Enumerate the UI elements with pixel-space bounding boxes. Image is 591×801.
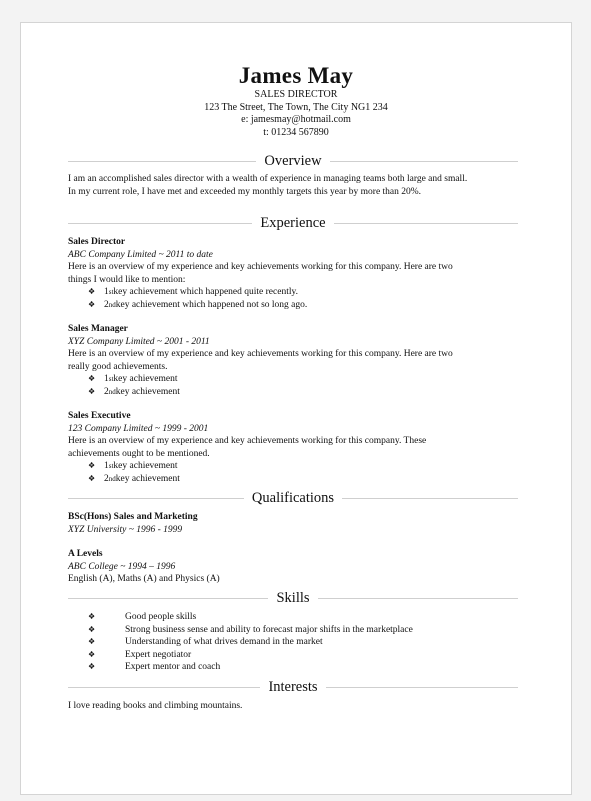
- list-item: ❖ 1 st key achievement: [88, 374, 178, 384]
- job-entry: [68, 236, 528, 311]
- achievement-list: [68, 460, 528, 485]
- section-title-overview: Overview: [264, 153, 322, 169]
- interests-text: I love reading books and climbing mountains.: [68, 701, 243, 711]
- qualification-institution: ABC College ~ 1994 – 1996: [68, 561, 176, 572]
- section-title-qualifications: Qualifications: [251, 490, 335, 506]
- phone: t: 01234 567890: [263, 126, 329, 138]
- job-title: Sales Director: [68, 237, 126, 247]
- diamond-cross-icon: ❖: [88, 637, 96, 646]
- job-entry: [68, 323, 528, 398]
- section-qualifications: [68, 488, 518, 508]
- section-interests: [68, 677, 518, 697]
- job-description: achievements ought to be mentioned.: [68, 448, 210, 459]
- divider: [68, 161, 256, 162]
- list-item: ❖ Strong business sense and ability to forecast major shifts in the marketplace: [88, 624, 413, 635]
- section-overview: [68, 151, 518, 171]
- job-title: Sales Executive: [68, 411, 131, 421]
- divider: [330, 161, 518, 162]
- candidate-name: James May: [238, 63, 354, 88]
- diamond-cross-icon: ❖: [88, 386, 96, 396]
- divider: [342, 498, 518, 499]
- diamond-cross-icon: ❖: [88, 612, 96, 621]
- diamond-cross-icon: ❖: [88, 662, 96, 671]
- qualification-title: BSc(Hons) Sales and Marketing: [68, 512, 198, 522]
- list-item: ❖ 2 nd key achievement: [88, 473, 180, 484]
- skills-list-block: [68, 611, 528, 674]
- qualification-entry: [68, 548, 528, 586]
- list-item: ❖ Good people skills: [88, 612, 197, 622]
- address: 123 The Street, The Town, The City NG1 234: [204, 101, 388, 113]
- job-entry: [68, 410, 528, 485]
- section-title-interests: Interests: [268, 679, 318, 695]
- diamond-cross-icon: ❖: [88, 461, 96, 470]
- diamond-cross-icon: ❖: [88, 649, 96, 659]
- list-item: ❖ 2 nd key achievement: [88, 386, 180, 397]
- job-description: Here is an overview of my experience and key achievements working for this company. Here are two: [68, 349, 453, 359]
- email: e: jamesmay@hotmail.com: [241, 114, 351, 125]
- list-item: ❖ 1 st key achievement which happened quite recently.: [88, 287, 298, 297]
- job-company: ABC Company Limited ~ 2011 to date: [68, 249, 213, 260]
- diamond-cross-icon: ❖: [88, 374, 96, 383]
- job-title: Sales Manager: [68, 324, 128, 334]
- diamond-cross-icon: ❖: [88, 624, 96, 634]
- qualification-detail: English (A), Maths (A) and Physics (A): [68, 574, 220, 584]
- divider: [68, 223, 252, 224]
- list-item: ❖ 1 st key achievement: [88, 461, 178, 471]
- list-item: ❖ Expert mentor and coach: [88, 662, 221, 672]
- resume-header: [21, 63, 571, 139]
- section-experience: [68, 213, 518, 233]
- list-item: ❖ 2 nd key achievement which happened not so long ago.: [88, 299, 308, 310]
- job-description: really good achievements.: [68, 361, 168, 372]
- job-description: Here is an overview of my experience and key achievements working for this company. Here are two: [68, 262, 453, 272]
- qualification-institution: XYZ University ~ 1996 - 1999: [68, 524, 183, 535]
- section-title-skills: Skills: [276, 590, 310, 606]
- qualification-entry: [68, 511, 528, 536]
- skills-list: [68, 611, 528, 674]
- divider: [326, 687, 518, 688]
- achievement-list: [68, 373, 528, 398]
- list-item: ❖ Understanding of what drives demand in the market: [88, 637, 323, 647]
- divider: [318, 598, 518, 599]
- job-company: 123 Company Limited ~ 1999 - 2001: [68, 423, 209, 434]
- qualification-title: A Levels: [68, 549, 103, 559]
- job-description: things I would like to mention:: [68, 274, 186, 285]
- achievement-list: [68, 286, 528, 311]
- resume-page: [20, 22, 572, 795]
- job-description: Here is an overview of my experience and key achievements working for this company. These: [68, 436, 427, 446]
- overview-text: [68, 173, 528, 198]
- job-company: XYZ Company Limited ~ 2001 - 2011: [68, 336, 210, 347]
- overview-line: In my current role, I have met and exceeded my monthly targets this year by more than 20%.: [68, 186, 422, 197]
- job-title-header: SALES DIRECTOR: [254, 89, 338, 100]
- list-item: ❖ Expert negotiator: [88, 649, 192, 660]
- section-title-experience: Experience: [260, 215, 326, 231]
- divider: [68, 598, 268, 599]
- diamond-cross-icon: ❖: [88, 473, 96, 483]
- divider: [334, 223, 518, 224]
- divider: [68, 498, 244, 499]
- diamond-cross-icon: ❖: [88, 299, 96, 309]
- divider: [68, 687, 260, 688]
- overview-line: I am an accomplished sales director with a wealth of experience in managing teams both large and small.: [68, 174, 468, 184]
- diamond-cross-icon: ❖: [88, 287, 96, 296]
- section-skills: [68, 588, 518, 608]
